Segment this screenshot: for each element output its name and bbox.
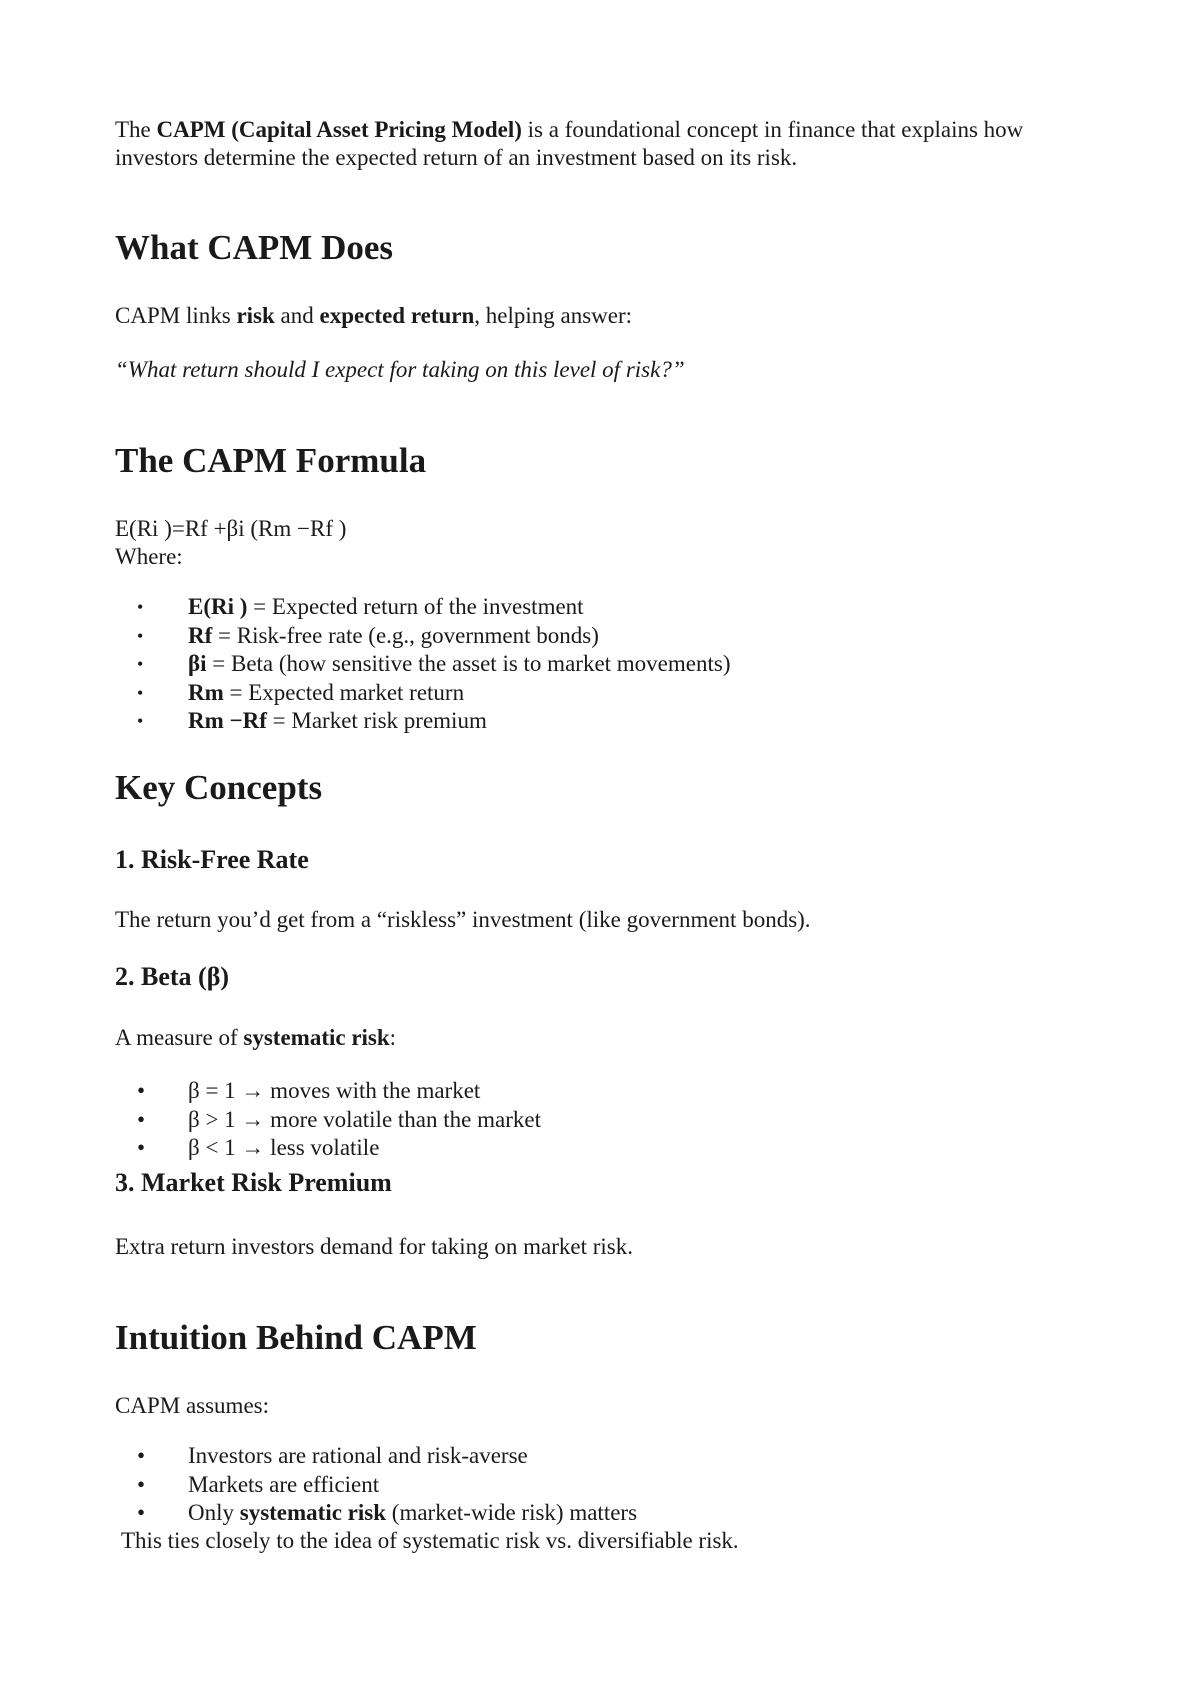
bullet-icon: •	[137, 1471, 146, 1497]
market-risk-premium-text: Extra return investors demand for taking on market risk.	[115, 1234, 633, 1259]
bullet-icon: •	[137, 1078, 146, 1103]
beta-item: β = 1 → moves with the market	[188, 1078, 481, 1103]
list-item	[115, 1499, 637, 1528]
intuition-item-prefix: Only	[188, 1500, 240, 1525]
intuition-assumes: CAPM assumes:	[115, 1393, 269, 1418]
beta-list	[115, 1077, 541, 1163]
what-quote: “What return should I expect for taking on this level of risk?”	[115, 357, 685, 382]
beta-item: β < 1 → less volatile	[188, 1135, 380, 1160]
intuition-list	[115, 1442, 637, 1528]
heading-capm-formula: The CAPM Formula	[115, 441, 427, 480]
what-text-2: and	[274, 303, 320, 328]
list-item	[115, 1077, 541, 1106]
bullet-icon: •	[137, 597, 144, 617]
bullet-icon: •	[137, 711, 144, 731]
heading-market-risk-premium: 3. Market Risk Premium	[115, 1168, 392, 1197]
formula-term: Rm −Rf	[188, 708, 273, 733]
heading-intuition: Intuition Behind CAPM	[115, 1318, 477, 1357]
heading-risk-free-rate: 1. Risk-Free Rate	[115, 845, 309, 874]
formula-equation: E(Ri )=Rf +βi (Rm −Rf )	[115, 516, 347, 541]
what-text-1: CAPM links	[115, 303, 237, 328]
beta-paragraph	[115, 1024, 396, 1052]
list-item	[115, 707, 730, 736]
intro-prefix: The	[115, 117, 157, 142]
beta-text-1: A measure of	[115, 1025, 244, 1050]
intro-line-2: investors determine the expected return of an investment based on its risk.	[115, 145, 798, 170]
intuition-bold-systematic-risk: systematic risk	[239, 1500, 387, 1525]
list-item	[115, 1106, 541, 1135]
beta-item: β > 1 → more volatile than the market	[188, 1106, 541, 1132]
bullet-icon: •	[137, 1500, 146, 1525]
intro-bold-term: CAPM (Capital Asset Pricing Model)	[156, 117, 522, 142]
heading-what-capm-does: What CAPM Does	[115, 228, 394, 267]
what-bold-expected-return: expected return	[319, 303, 475, 328]
list-item	[115, 650, 730, 679]
bullet-icon: •	[137, 682, 144, 703]
formula-term: Rf	[188, 622, 219, 648]
intro-line-1	[115, 116, 1023, 144]
formula-desc: = Market risk premium	[272, 708, 487, 733]
formula-variable-list	[115, 593, 730, 736]
formula-term: Rm	[188, 679, 230, 705]
beta-text-2: :	[389, 1025, 397, 1050]
what-text-3: , helping answer:	[474, 303, 633, 328]
formula-where: Where:	[115, 544, 183, 569]
formula-term: βi	[188, 651, 213, 676]
formula-desc: = Expected market return	[229, 679, 465, 705]
intuition-item: Investors are rational and risk-averse	[188, 1443, 528, 1468]
list-item	[115, 679, 730, 708]
formula-desc: = Risk-free rate (e.g., government bonds)	[218, 622, 599, 648]
bullet-icon: •	[137, 625, 144, 646]
bullet-icon: •	[137, 1443, 146, 1468]
heading-beta: 2. Beta (β)	[115, 962, 230, 991]
what-bold-risk: risk	[236, 303, 275, 328]
formula-desc: = Expected return of the investment	[247, 594, 584, 619]
bullet-icon: •	[137, 1106, 146, 1132]
formula-term: E(Ri )	[188, 594, 248, 619]
bullet-icon: •	[137, 1135, 146, 1160]
intuition-item: Markets are efficient	[188, 1471, 380, 1497]
list-item	[115, 1442, 637, 1471]
list-item	[115, 622, 730, 651]
intuition-closing: This ties closely to the idea of systematic risk vs. diversifiable risk.	[121, 1528, 739, 1553]
intro-suffix: is a foundational concept in finance that explains how	[521, 117, 1024, 142]
formula-desc: = Beta (how sensitive the asset is to market movements)	[212, 651, 731, 676]
heading-key-concepts: Key Concepts	[115, 768, 323, 807]
beta-bold-systematic-risk: systematic risk	[243, 1025, 390, 1050]
list-item	[115, 1134, 541, 1163]
intuition-item-suffix: (market-wide risk) matters	[386, 1500, 638, 1525]
risk-free-rate-text: The return you’d get from a “riskless” investment (like government bonds).	[115, 907, 811, 932]
what-paragraph	[115, 302, 632, 330]
list-item	[115, 1471, 637, 1500]
bullet-icon: •	[137, 654, 144, 674]
list-item	[115, 593, 730, 622]
